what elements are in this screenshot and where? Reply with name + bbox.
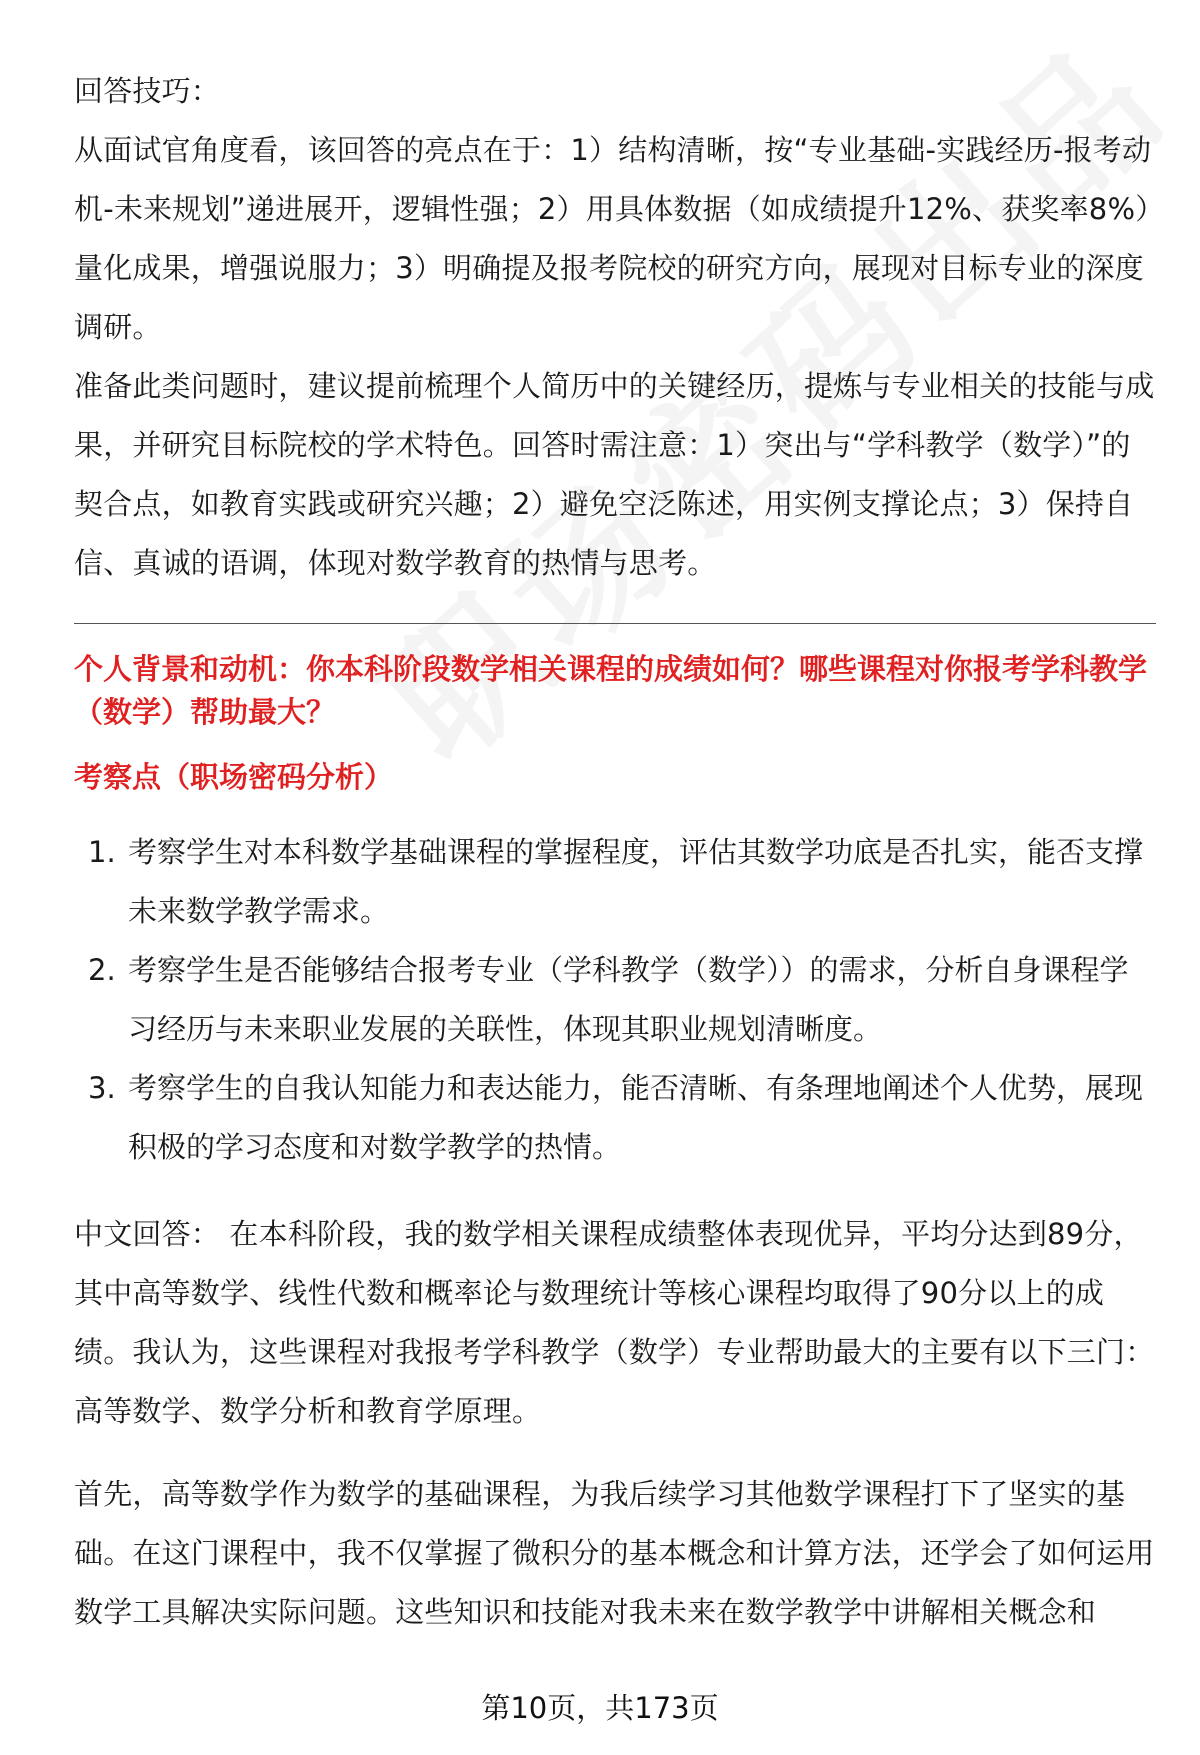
answer-paragraph-2: 首先，高等数学作为数学的基础课程，为我后续学习其他数学课程打下了坚实的基础。在这门课程中，我不仅掌握了微积分的基本概念和计算方法，还学会了如何运用数学工具解决实际问题。这些知识和技能对我未来在数学教学中讲解相关概念和 bbox=[74, 1477, 1155, 1629]
list-item-number: 2. bbox=[88, 953, 116, 987]
list-item-text: 考察学生对本科数学基础课程的掌握程度，评估其数学功底是否扎实，能否支撑未来数学教学需求。 bbox=[128, 835, 1144, 928]
points-heading: 考察点（职场密码分析） bbox=[74, 760, 394, 794]
list-item-text: 考察学生是否能够结合报考专业（学科教学（数学））的需求，分析自身课程学习经历与未来职业发展的关联性，体现其职业规划清晰度。 bbox=[128, 953, 1129, 1046]
list-item-text: 考察学生的自我认知能力和表达能力，能否清晰、有条理地阐述个人优势，展现积极的学习态度和对数学教学的热情。 bbox=[128, 1071, 1144, 1164]
list-item-number: 1. bbox=[88, 835, 116, 869]
tips-heading: 回答技巧： bbox=[74, 74, 221, 108]
answer-block bbox=[74, 1205, 1156, 1642]
tips-paragraph-1: 从面试官角度看，该回答的亮点在于：1）结构清晰，按“专业基础-实践经历-报考动机-未来规划”递进展开，逻辑性强；2）用具体数据（如成绩提升12%、获奖率8%）量化成果，增强说服力；3）明确提及报考院校的研究方向，展现对目标专业的深度调研。 bbox=[74, 133, 1152, 344]
list-item bbox=[74, 1059, 1156, 1177]
list-item bbox=[74, 941, 1156, 1059]
section-divider bbox=[74, 623, 1156, 624]
question-title: 个人背景和动机：你本科阶段数学相关课程的成绩如何？哪些课程对你报考学科教学（数学）帮助最大？ bbox=[74, 652, 1148, 729]
page-number: 第10页，共173页 bbox=[481, 1691, 719, 1725]
tips-paragraph-2: 准备此类问题时，建议提前梳理个人简历中的关键经历，提炼与专业相关的技能与成果，并研究目标院校的学术特色。回答时需注意：1）突出与“学科教学（数学）”的契合点，如教育实践或研究兴趣；2）避免空泛陈述，用实例支撑论点；3）保持自信、真诚的语调，体现对数学教育的热情与思考。 bbox=[74, 369, 1155, 580]
answer-paragraph-1: 中文回答： 在本科阶段，我的数学相关课程成绩整体表现优异，平均分达到89分，其中高等数学、线性代数和概率论与数理统计等核心课程均取得了90分以上的成绩。我认为，这些课程对我报考学科教学（数学）专业帮助最大的主要有以下三门：高等数学、数学分析和教育学原理。 bbox=[74, 1217, 1155, 1428]
document-page bbox=[74, 62, 1156, 1642]
list-item-number: 3. bbox=[88, 1071, 116, 1105]
points-list bbox=[74, 823, 1156, 1177]
list-item bbox=[74, 823, 1156, 941]
